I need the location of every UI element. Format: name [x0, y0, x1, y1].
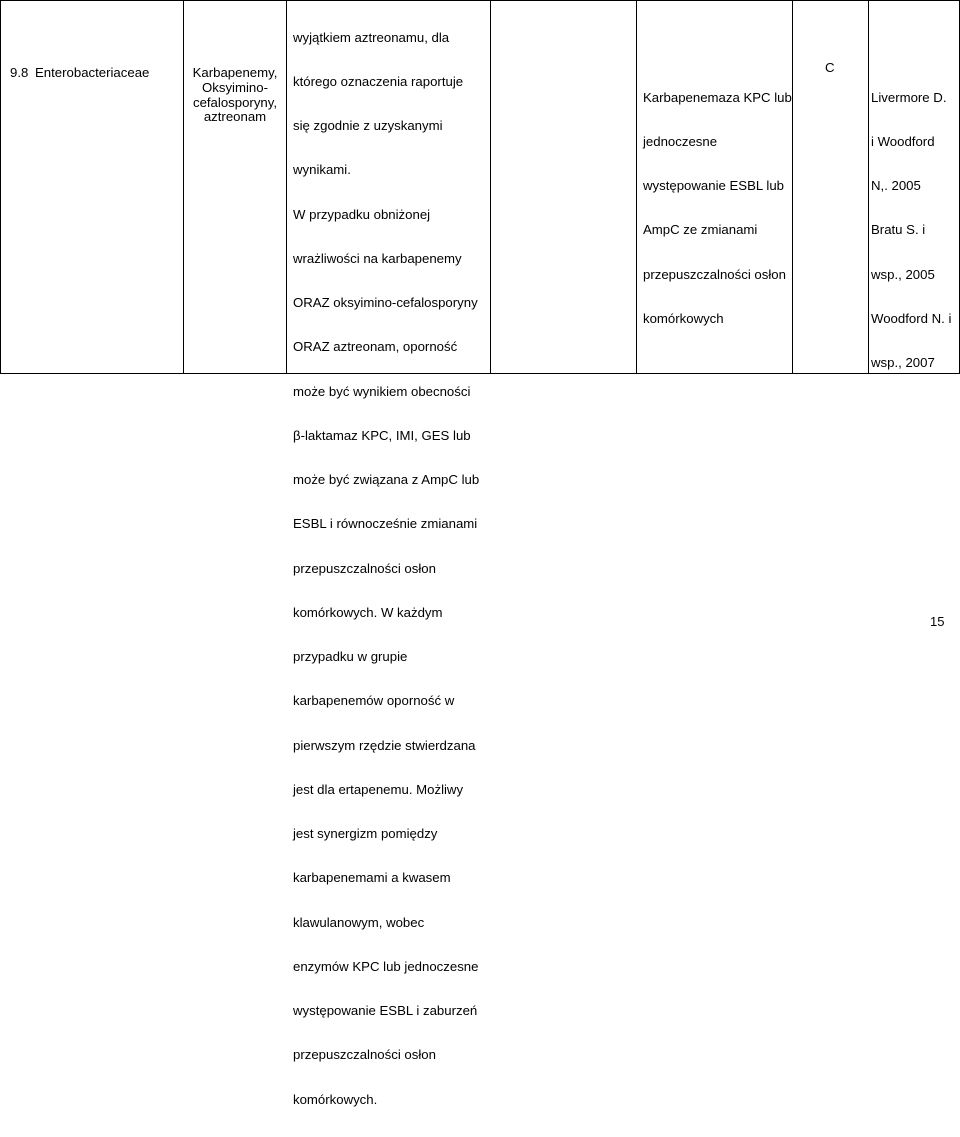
rule-text-line: enzymów KPC lub jednoczesne [293, 958, 479, 974]
rule-text-line: którego oznaczenia raportuje [293, 73, 464, 89]
rule-text-line: komórkowych. W każdym [293, 604, 443, 620]
mechanism-line: Karbapenemaza KPC lub [643, 89, 792, 105]
rule-text-line: jest synergizm pomiędzy [293, 826, 438, 841]
rule-text-line: występowanie ESBL i zaburzeń [293, 1003, 478, 1018]
table-top-border [0, 0, 960, 1]
rule-text-line: wynikami. [293, 162, 351, 178]
antibiotics-line: Karbapenemy, [192, 65, 278, 80]
mechanism-line: jednoczesne [643, 133, 718, 149]
rule-text-line: wyjątkiem aztreonamu, dla [293, 29, 450, 45]
col-divider [183, 0, 184, 374]
references-cell [871, 61, 951, 400]
rule-text-cell [293, 1, 479, 1137]
reference-line: N,. 2005 [871, 178, 921, 193]
mechanism-line: występowanie ESBL lub [643, 178, 784, 193]
col-divider [0, 0, 1, 374]
col-divider [636, 0, 637, 374]
col-divider [286, 0, 287, 374]
rule-text-line: ESBL i równocześnie zmianami [293, 516, 478, 532]
antibiotics-line: cefalosporyny, [192, 94, 278, 110]
reference-line: Bratu S. i [871, 222, 926, 238]
mechanism-line: przepuszczalności osłon [643, 266, 786, 282]
rule-text-line: β-laktamaz KPC, IMI, GES lub [293, 427, 471, 443]
organism-cell: Enterobacteriaceae [35, 65, 150, 80]
rule-text-line: się zgodnie z uzyskanymi [293, 118, 443, 133]
col-divider [868, 0, 869, 374]
antibiotics-line: Oksyimino- [202, 79, 268, 95]
rule-text-line: ORAZ aztreonam, oporność [293, 339, 458, 355]
mechanism-line: AmpC ze zmianami [643, 222, 758, 238]
reference-line: i Woodford [871, 133, 935, 149]
rule-text-line: klawulanowym, wobec [293, 914, 425, 930]
mechanism-line: komórkowych [643, 310, 724, 326]
col-divider [490, 0, 491, 374]
page-number: 15 [930, 614, 945, 629]
rule-text-line: komórkowych. [293, 1091, 378, 1107]
mechanism-cell [643, 61, 792, 356]
reference-line: wsp., 2007 [871, 355, 935, 370]
reference-line: Woodford N. i [871, 310, 952, 326]
antibiotics-line: aztreonam [203, 109, 267, 125]
rule-text-line: karbapenemów oporność w [293, 693, 455, 709]
rule-number: 9.8 [10, 65, 29, 80]
col-divider [792, 0, 793, 374]
reference-line: wsp., 2005 [871, 266, 935, 282]
rule-text-line: może być wynikiem obecności [293, 383, 471, 399]
rule-text-line: przepuszczalności osłon [293, 560, 436, 576]
rule-text-line: wrażliwości na karbapenemy [293, 250, 462, 266]
table-bottom-border [0, 373, 960, 374]
rule-text-line: pierwszym rzędzie stwierdzana [293, 737, 476, 753]
rule-text-line: przypadku w grupie [293, 649, 408, 664]
rule-text-line: przepuszczalności osłon [293, 1047, 436, 1063]
rule-text-line: ORAZ oksyimino-cefalosporyny [293, 295, 478, 310]
rule-text-line: jest dla ertapenemu. Możliwy [293, 781, 464, 797]
category-cell: C [825, 60, 835, 75]
rule-text-line: W przypadku obniżonej [293, 206, 431, 222]
antibiotics-cell [184, 66, 286, 125]
rule-text-line: karbapenemami a kwasem [293, 870, 451, 886]
reference-line: Livermore D. [871, 89, 947, 105]
rule-text-line: może być związana z AmpC lub [293, 472, 480, 487]
